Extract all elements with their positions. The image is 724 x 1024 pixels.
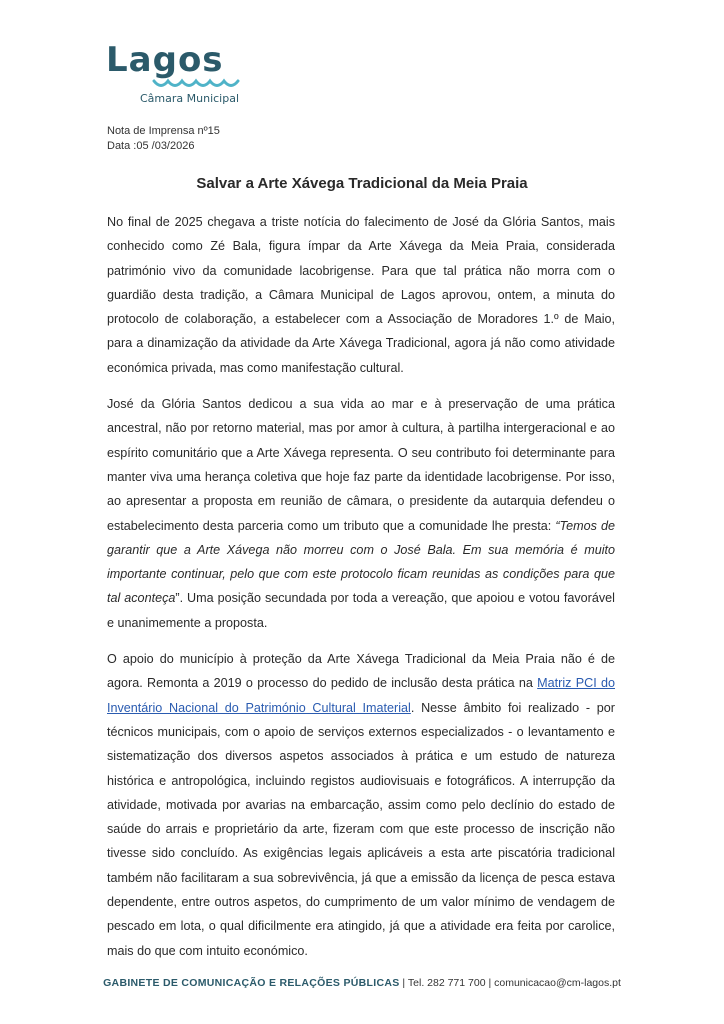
footer-email[interactable]: comunicacao@cm-lagos.pt (494, 977, 621, 989)
paragraph-3-tail: . Nesse âmbito foi realizado - por técnicos municipais, com o apoio de serviços externos especializados - o levantamento e sistematização dos diversos aspetos associados à prática e um estudo de natureza histórica e antropológica, incluindo registos audiovisuais e fotográficos. A interrupção da atividade, motivada por avarias na embarcação, assim como pelo declínio do estado de saúde do arrais e proprietário da arte, fizeram com que este processo de inscrição não tivesse sido concluído. As exigências legais aplicáveis a esta arte piscatória tradicional também não facilitaram a sua sobrevivência, já que a emissão da licença de pesca estava dependente, entre outros aspetos, do cumprimento de um valor mínimo de vendagem de pescado em lota, o qual dificilmente era atingido, já que a atividade era feita por carolice, mais do que com intuito económico. (107, 700, 615, 958)
logo-wordmark: Lagos (106, 40, 224, 80)
municipal-logo (100, 40, 250, 110)
document-title: Salvar a Arte Xávega Tradicional da Meia Praia (196, 175, 528, 192)
press-note-number: Nota de Imprensa nº15 (107, 125, 220, 137)
paragraph-2 (107, 392, 615, 635)
logo-subtitle: Câmara Municipal (140, 92, 240, 105)
footer-separator-1: | (399, 977, 408, 989)
page-footer (0, 977, 724, 989)
footer-phone: Tel. 282 771 700 (407, 977, 486, 989)
president-quote: “Temos de garantir que a Arte Xávega não morreu com o José Bala. Em sua memória é muito importante continuar, pelo que com este protocolo ficam reunidas as condições para que tal aconteça (107, 518, 615, 606)
paragraph-2-text: José da Glória Santos dedicou a sua vida ao mar e à preservação de uma prática ancestral, não por retorno material, mas por amor à cultura, à partilha intergeracional e ao espírito comunitário que a Arte Xávega representa. O seu contributo foi determinante para manter viva uma herança coletiva que hoje faz parte da identidade lacobrigense. Por isso, ao apresentar a proposta em reunião de câmara, o presidente da autarquia defendeu o estabelecimento desta parceria como um tributo que a comunidade lhe presta: (107, 397, 615, 533)
press-meta (107, 124, 220, 154)
document-body (107, 210, 615, 975)
press-date: Data :05 /03/2026 (107, 140, 195, 152)
paragraph-3 (107, 647, 615, 963)
waves-icon (152, 76, 242, 92)
paragraph-3-text: O apoio do município à proteção da Arte Xávega Tradicional da Meia Praia não é de agora. Remonta a 2019 o processo do pedido de inclusão desta prática na (107, 652, 615, 691)
footer-separator-2: | (485, 977, 495, 989)
paragraph-2-tail: ”. Uma posição secundada por toda a vereação, que apoiou e votou favorável e unanimemente a proposta. (107, 591, 615, 630)
inventory-link[interactable]: Matriz PCI do Inventário Nacional do Património Cultural Imaterial (107, 676, 615, 715)
footer-department: GABINETE DE COMUNICAÇÃO E RELAÇÕES PÚBLICAS (103, 977, 400, 989)
paragraph-1: No final de 2025 chegava a triste notícia do falecimento de José da Glória Santos, mais conhecido como Zé Bala, figura ímpar da Arte Xávega da Meia Praia, considerada património vivo da comunidade lacobrigense. Para que tal prática não morra com o guardião desta tradição, a Câmara Municipal de Lagos aprovou, ontem, a minuta do protocolo de colaboração, a estabelecer com a Associação de Moradores 1.º de Maio, para a dinamização da atividade da Arte Xávega Tradicional, agora já não como atividade económica privada, mas como manifestação cultural. (107, 215, 615, 375)
